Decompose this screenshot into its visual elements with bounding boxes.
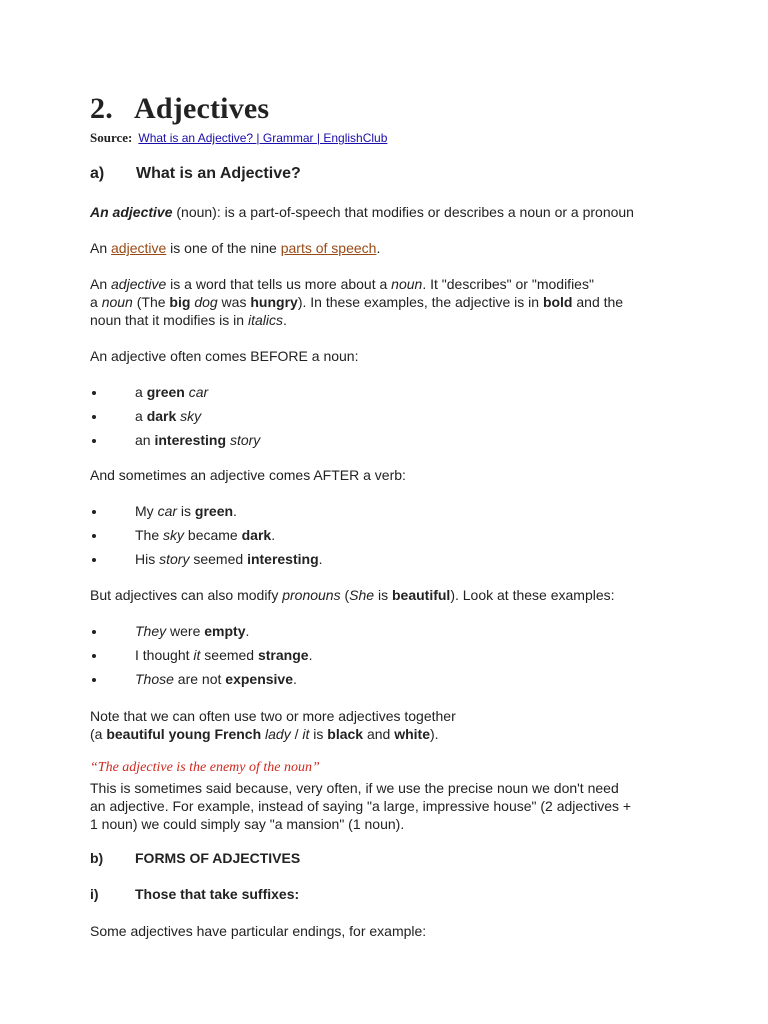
multiple-adjectives-paragraph	[90, 707, 456, 743]
text-span: a	[135, 408, 147, 424]
section-i-heading	[90, 886, 299, 902]
italic-span: Those	[135, 671, 174, 687]
section-i-title: Those that take suffixes:	[135, 886, 300, 902]
italic-span: pronouns	[282, 587, 341, 603]
text-span: .	[376, 240, 381, 256]
explanation-line-1: This is sometimes said because, very often, if we use the precise noun we don't need	[90, 780, 619, 796]
page-title	[90, 92, 269, 126]
definition-paragraph	[90, 203, 634, 221]
pronouns-paragraph	[90, 586, 615, 604]
bold-span: dark	[146, 408, 177, 424]
text-span: The	[135, 527, 164, 543]
italic-span: She	[349, 587, 375, 603]
description-line-2	[90, 293, 623, 311]
definition-term: An adjective	[90, 204, 173, 220]
text-span: is a word that tells us more about a	[166, 276, 392, 292]
text-span: .	[283, 312, 287, 328]
bold-span: strange	[257, 647, 309, 663]
adjective-link[interactable]: adjective	[111, 240, 167, 256]
text-span: an	[135, 432, 155, 448]
italic-span: They	[135, 623, 167, 639]
bold-span: green	[194, 503, 234, 519]
italic-span: it	[302, 726, 310, 742]
text-span: is	[177, 503, 195, 519]
section-a-title: What is an Adjective?	[136, 165, 301, 182]
text-span: (a	[90, 726, 107, 742]
italic-span: car	[188, 384, 209, 400]
text-span: is	[374, 587, 392, 603]
text-span: seemed	[189, 551, 248, 567]
text-span: .	[245, 623, 250, 639]
before-noun-paragraph: An adjective often comes BEFORE a noun:	[90, 348, 359, 364]
text-span: noun that it modifies is in	[90, 312, 248, 328]
italic-span: sky	[163, 527, 185, 543]
before-noun-list	[90, 383, 260, 455]
italic-span: story	[159, 551, 190, 567]
list-item	[90, 670, 312, 694]
text-span: ). In these examples, the adjective is in	[297, 294, 543, 310]
bold-span: beautiful young French	[106, 726, 262, 742]
title-number: 2.	[90, 92, 113, 125]
multiple-adjectives-line-1: Note that we can often use two or more adjectives together	[90, 708, 456, 724]
italic-span: it	[193, 647, 201, 663]
bold-span: green	[146, 384, 185, 400]
bold-span: bold	[542, 294, 573, 310]
source-label: Source:	[90, 130, 133, 145]
text-span: An	[90, 240, 112, 256]
bold-span: black	[327, 726, 364, 742]
italic-span: sky	[180, 408, 202, 424]
text-span: My	[135, 503, 158, 519]
list-item	[90, 646, 312, 670]
list-item	[90, 431, 260, 455]
text-span: was	[217, 294, 251, 310]
bold-span: white	[394, 726, 430, 742]
text-span: His	[135, 551, 160, 567]
source-link[interactable]: What is an Adjective? | Grammar | EnglishClub	[138, 131, 388, 145]
italic-span: noun	[101, 294, 133, 310]
list-item	[90, 407, 260, 431]
definition-text: (noun): is a part-of-speech that modifies or describes a noun or a pronoun	[172, 204, 634, 220]
bold-span: hungry	[250, 294, 298, 310]
section-i-marker: i)	[90, 886, 99, 902]
list-item	[90, 550, 323, 574]
text-span: ). Look at these examples:	[450, 587, 615, 603]
text-span: . It "describes" or "modifies"	[422, 276, 594, 292]
bold-span: interesting	[247, 551, 319, 567]
title-text: Adjectives	[134, 92, 270, 125]
text-span: .	[233, 503, 237, 519]
text-span: a	[90, 294, 102, 310]
italic-span: noun	[391, 276, 423, 292]
list-item	[90, 502, 323, 526]
parts-of-speech-paragraph	[90, 239, 380, 257]
text-span: (The	[132, 294, 170, 310]
text-span: is	[309, 726, 328, 742]
after-verb-paragraph: And sometimes an adjective comes AFTER a verb:	[90, 467, 406, 483]
explanation-line-3: 1 noun) we could simply say "a mansion" (1 noun).	[90, 816, 405, 832]
text-span: .	[293, 671, 297, 687]
text-span: .	[318, 551, 323, 567]
italic-span: story	[229, 432, 261, 448]
section-b-heading	[90, 850, 300, 866]
text-span: and	[363, 726, 395, 742]
quote-explanation-paragraph	[90, 779, 631, 833]
section-a-marker: a)	[90, 165, 105, 182]
pronoun-list	[90, 622, 312, 694]
text-span: and the	[572, 294, 624, 310]
bold-span: beautiful	[391, 587, 451, 603]
description-paragraph	[90, 275, 623, 329]
section-b-title: FORMS OF ADJECTIVES	[135, 850, 301, 866]
italic-span: adjective	[111, 276, 167, 292]
text-span: I thought	[135, 647, 194, 663]
italic-span: car	[157, 503, 178, 519]
multiple-adjectives-line-2	[90, 725, 456, 743]
endings-paragraph: Some adjectives have particular endings, for example:	[90, 923, 427, 939]
text-span: But adjectives can also modify	[90, 587, 283, 603]
bold-span: expensive	[225, 671, 294, 687]
italic-span: dog	[194, 294, 218, 310]
text-span: were	[166, 623, 205, 639]
text-span: seemed	[200, 647, 258, 663]
text-span: .	[271, 527, 276, 543]
section-a-heading	[90, 165, 301, 183]
after-verb-list	[90, 502, 323, 574]
list-item	[90, 622, 312, 646]
bold-span: interesting	[154, 432, 227, 448]
italic-span: italics	[247, 312, 283, 328]
source-line	[90, 130, 387, 146]
text-span: (	[340, 587, 350, 603]
italic-span: lady	[265, 726, 291, 742]
quote-text: “The adjective is the enemy of the noun”	[90, 760, 320, 775]
list-item	[90, 526, 323, 550]
text-span: An	[90, 276, 112, 292]
text-span: are not	[173, 671, 226, 687]
bold-span: big	[169, 294, 191, 310]
description-line-3	[90, 311, 623, 329]
text-span: became	[184, 527, 242, 543]
explanation-line-2: an adjective. For example, instead of saying "a large, impressive house" (2 adjectives +	[90, 798, 632, 814]
text-span: .	[308, 647, 313, 663]
text-span: is one of the nine	[166, 240, 281, 256]
bold-span: dark	[241, 527, 272, 543]
bold-span: empty	[204, 623, 246, 639]
section-b-marker: b)	[90, 850, 104, 866]
description-line-1	[90, 275, 623, 293]
text-span: a	[135, 384, 147, 400]
text-span: /	[290, 726, 303, 742]
list-item	[90, 383, 260, 407]
parts-of-speech-link[interactable]: parts of speech	[280, 240, 377, 256]
text-span: ).	[430, 726, 439, 742]
